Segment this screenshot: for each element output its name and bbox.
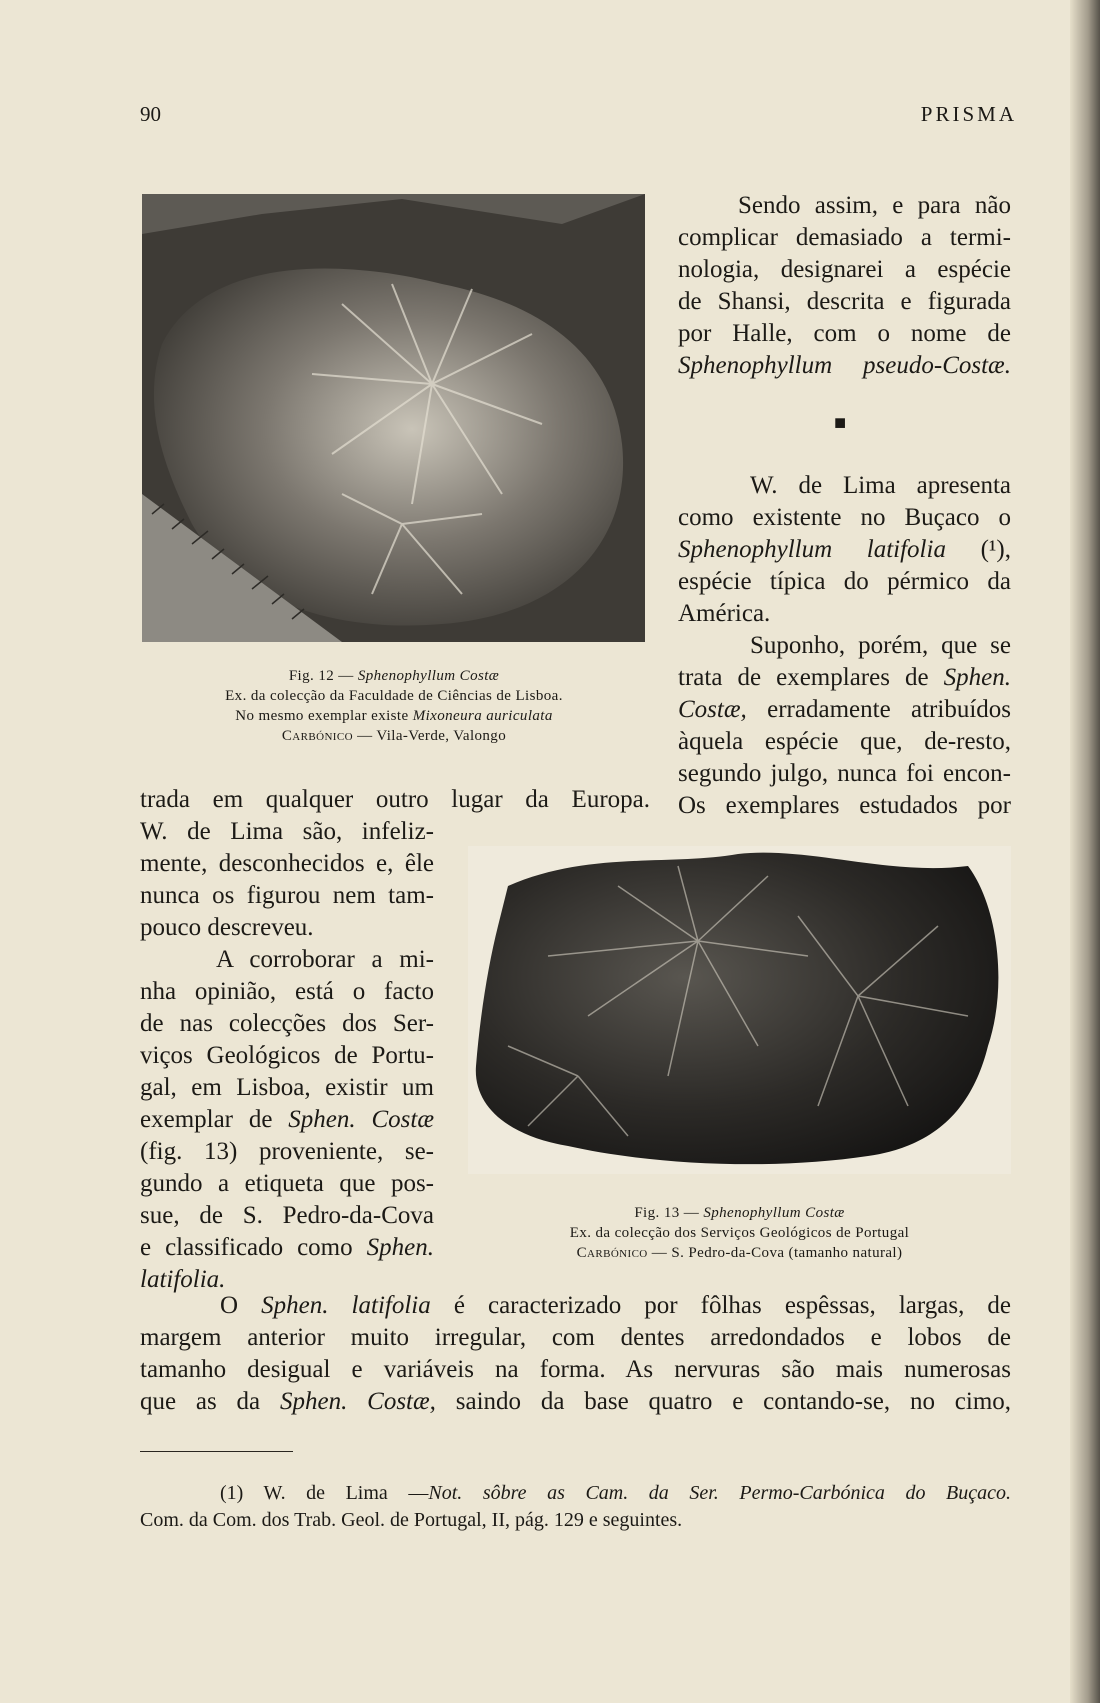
bottom-paragraph bbox=[140, 1290, 1011, 1418]
text-line: América. bbox=[678, 600, 771, 627]
text-line: W. de Lima são, infeliz- bbox=[140, 818, 434, 845]
text-line: nha opinião, está o facto bbox=[140, 978, 434, 1005]
caption-line: Carbónico — S. Pedro-da-Cova (tamanho natural) bbox=[576, 1245, 903, 1261]
text-line: sue, de S. Pedro-da-Cova bbox=[140, 1202, 434, 1229]
text-line: de Shansi, descrita e figurada bbox=[678, 288, 1011, 315]
left-column-narrow-text bbox=[140, 816, 434, 1296]
text-line: trada em qualquer outro lugar da Europa. bbox=[140, 786, 650, 813]
text-line: trata de exemplares de Sphen. bbox=[678, 664, 1012, 691]
book-binding-shadow bbox=[1070, 0, 1100, 1703]
footnote bbox=[140, 1480, 1011, 1534]
text-line: àquela espécie que, de-resto, bbox=[678, 728, 1011, 755]
text-line: nunca os figurou nem tam- bbox=[140, 882, 434, 909]
text-line bbox=[678, 534, 1011, 566]
caption-line: Ex. da colecção dos Serviços Geológicos de Portugal bbox=[569, 1225, 910, 1241]
caption-line: Ex. da colecção da Faculdade de Ciências de Lisboa. bbox=[225, 688, 563, 704]
text-line: pouco descreveu. bbox=[140, 914, 314, 941]
species-name: Sphen. bbox=[366, 1234, 434, 1261]
text-line: gal, em Lisboa, existir um bbox=[140, 1074, 434, 1101]
footnote-marker: (1) bbox=[220, 1482, 244, 1504]
text-line: espécie típica do pérmico da bbox=[678, 568, 1011, 595]
text-line: mente, desconhecidos e, êle bbox=[140, 850, 434, 877]
left-column-text bbox=[140, 784, 650, 816]
figure-12-caption bbox=[140, 666, 648, 746]
running-title: PRISMA bbox=[920, 102, 1017, 126]
text-line: nologia, designarei a espécie bbox=[678, 256, 1011, 283]
footnote-line: (1) W. de Lima —Not. sôbre as Cam. da Ser. Permo-Carbónica do Buçaco. bbox=[220, 1482, 1012, 1504]
text-line: complicar demasiado a termi- bbox=[678, 224, 1011, 251]
text-line: Os exemplares estudados por bbox=[678, 792, 1011, 819]
text-line: de nas colecções dos Ser- bbox=[140, 1010, 434, 1037]
figure-13-photo bbox=[468, 846, 1011, 1174]
figure-13-caption bbox=[466, 1203, 1013, 1263]
text-line: Sendo assim, e para não bbox=[738, 192, 1011, 219]
section-separator: ■ bbox=[834, 412, 847, 434]
footnote-ref: (¹), bbox=[980, 536, 1011, 563]
caption-line: Carbónico — Vila-Verde, Valongo bbox=[281, 728, 507, 744]
right-column-text-top bbox=[678, 190, 1011, 382]
text-line: tamanho desigual e variáveis na forma. As nervuras são mais numerosas bbox=[140, 1356, 1011, 1383]
caption-title-line: Fig. 12 — Sphenophyllum Costæ bbox=[288, 668, 500, 684]
species-name: Sphen. Costæ bbox=[288, 1106, 435, 1133]
footnote-line: Com. da Com. dos Trab. Geol. de Portugal, II, pág. 129 e seguintes. bbox=[140, 1509, 683, 1531]
text-line: A corroborar a mi- bbox=[216, 946, 434, 973]
text-line: O Sphen. latifolia é caracterizado por fôlhas espêssas, largas, de bbox=[220, 1292, 1012, 1319]
species-name: Sphenophyllum pseudo-Costæ. bbox=[678, 352, 1011, 379]
text-line: margem anterior muito irregular, com dentes arredondados e lobos de bbox=[140, 1324, 1011, 1351]
text-line: (fig. 13) proveniente, se- bbox=[140, 1138, 434, 1165]
caption-title-line: Fig. 13 — Sphenophyllum Costæ bbox=[634, 1205, 845, 1221]
text-line: W. de Lima apresenta bbox=[750, 472, 1011, 499]
species-name: Costæ, bbox=[678, 696, 747, 723]
text-line: como existente no Buçaco o bbox=[678, 504, 1011, 531]
text-line bbox=[678, 350, 1011, 382]
page-number: 90 bbox=[140, 102, 161, 126]
text-line: por Halle, com o nome de bbox=[678, 320, 1011, 347]
species-name: latifolia. bbox=[140, 1266, 226, 1293]
text-line: gundo a etiqueta que pos- bbox=[140, 1170, 434, 1197]
footnote-rule bbox=[140, 1451, 293, 1452]
species-name: Sphen. Costæ, bbox=[279, 1388, 436, 1415]
text-line: exemplar de Sphen. Costæ bbox=[140, 1106, 435, 1133]
text-line: viços Geológicos de Portu- bbox=[140, 1042, 434, 1069]
right-column-text-middle bbox=[678, 470, 1011, 822]
caption-line: No mesmo exemplar existe Mixoneura auriculata bbox=[235, 708, 553, 724]
species-name: Sphen. bbox=[943, 664, 1012, 691]
text-line: e classificado como Sphen. bbox=[140, 1234, 434, 1261]
text-line: Suponho, porém, que se bbox=[750, 632, 1011, 659]
text-line: que as da Sphen. Costæ, saindo da base quatro e contando-se, no cimo, bbox=[140, 1388, 1012, 1415]
text-line: segundo julgo, nunca foi encon- bbox=[678, 760, 1011, 787]
figure-12-photo bbox=[142, 194, 645, 642]
text-line: Costæ, erradamente atribuídos bbox=[678, 696, 1012, 723]
species-name: Sphenophyllum latifolia bbox=[678, 536, 946, 563]
species-name: Sphen. latifolia bbox=[261, 1292, 431, 1319]
